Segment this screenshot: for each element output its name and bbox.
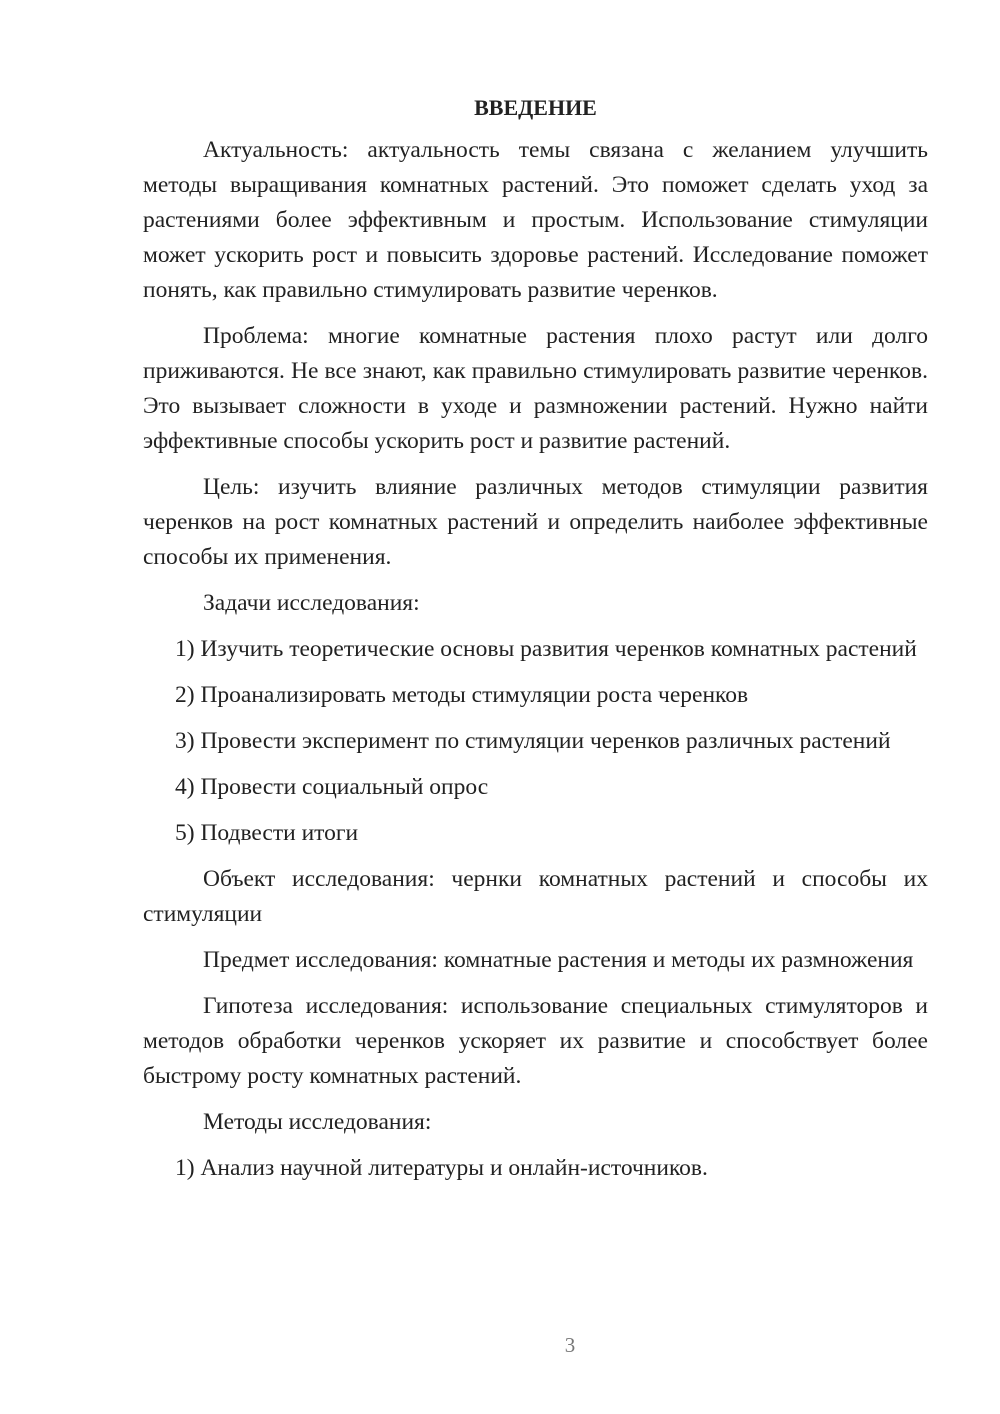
page-title: ВВЕДЕНИЕ [474,95,597,120]
task-item: 1) Изучить теоретические основы развития черенков комнатных растений [175,636,917,662]
task-item: 4) Провести социальный опрос [175,774,489,800]
method-item: 1) Анализ научной литературы и онлайн-источников. [175,1155,708,1181]
goal-paragraph: Цель: изучить влияние различных методов стимуляции развития черенков на рост комнатных растений и определить наиболее эффективные способы их применения. [143,474,928,570]
hypothesis-paragraph: Гипотеза исследования: использование специальных стимуляторов и методов обработки черенков ускоряет их развитие и способствует более быстрому росту комнатных растений. [143,993,928,1089]
methods-heading: Методы исследования: [203,1109,432,1135]
relevance-paragraph: Актуальность: актуальность темы связана с желанием улучшить методы выращивания комнатных растений. Это поможет сделать уход за растениями более эффективным и простым. Использование стимуляции может ускорить рост и повысить здоровье растений. Исследование поможет понять, как правильно стимулировать развитие черенков. [143,137,928,303]
problem-paragraph: Проблема: многие комнатные растения плохо растут или долго приживаются. Не все знают, как правильно стимулировать развитие черенков. Это вызывает сложности в уходе и размножении растений. Нужно найти эффективные способы ускорить рост и развитие растений. [143,323,928,454]
tasks-heading: Задачи исследования: [203,590,420,616]
object-paragraph: Объект исследования: чернки комнатных растений и способы их стимуляции [143,866,928,927]
page-number: 3 [564,1333,576,1357]
task-item: 3) Провести эксперимент по стимуляции черенков различных растений [175,728,891,754]
subject-paragraph: Предмет исследования: комнатные растения и методы их размножения [203,947,914,973]
document-page [143,90,928,1186]
task-item: 5) Подвести итоги [175,820,359,846]
task-item: 2) Проанализировать методы стимуляции роста черенков [175,682,749,708]
